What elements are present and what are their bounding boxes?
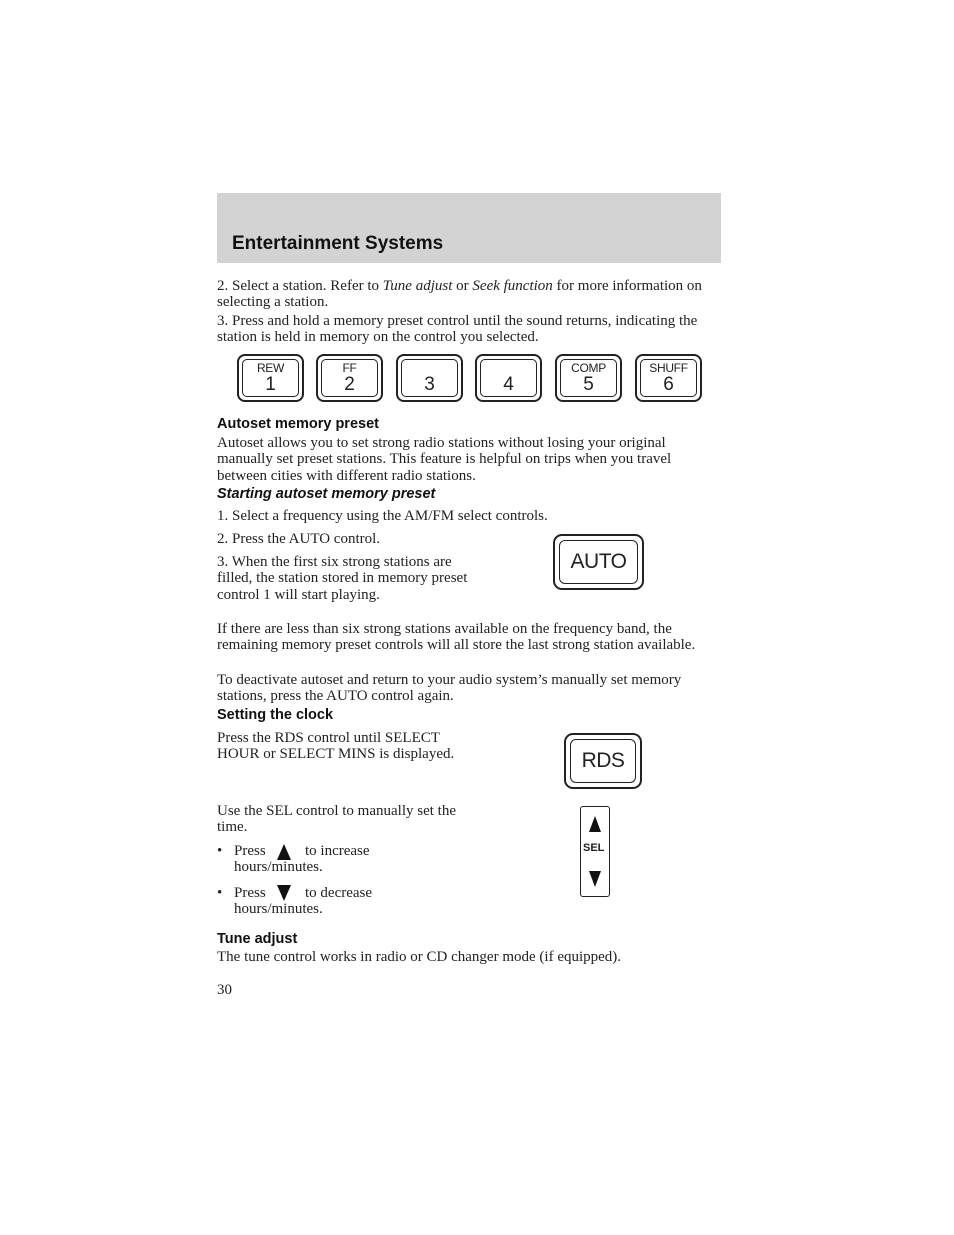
clock-heading: Setting the clock: [217, 707, 334, 723]
bullet-decrease-pre: Press: [234, 885, 266, 901]
clock-body-1: Press the RDS control until SELECT HOUR or SELECT MINS is displayed.: [217, 730, 455, 763]
preset-sub-label: COMP: [571, 361, 606, 375]
tune-adjust-reference: Tune adjust: [382, 278, 453, 294]
autoset-para-2: To deactivate autoset and return to your audio system’s manually set memory stations, press the AUTO control again.: [217, 672, 682, 705]
section-title: Entertainment Systems: [232, 233, 444, 254]
preset-button-4[interactable]: [475, 354, 542, 402]
sel-control[interactable]: [580, 806, 610, 897]
preset-number: 1: [265, 374, 276, 395]
preset-number: 4: [503, 374, 514, 395]
rds-button[interactable]: [564, 733, 642, 789]
preset-sub-label: SHUFF: [649, 361, 688, 375]
preset-button-6[interactable]: [635, 354, 702, 402]
auto-button-label: AUTO: [570, 550, 627, 573]
autoset-para-1: If there are less than six strong stations available on the frequency band, the remaining memory preset controls will all store the last strong station available.: [217, 621, 696, 654]
preset-number: 3: [424, 374, 435, 395]
preset-number: 6: [663, 374, 674, 395]
step-2-post: for more information on selecting a station.: [217, 278, 702, 311]
preset-sub-label: FF: [342, 361, 357, 375]
preset-button-2[interactable]: [316, 354, 383, 402]
autoset-step-1: 1. Select a frequency using the AM/FM select controls.: [217, 508, 548, 524]
autoset-step-2: 2. Press the AUTO control.: [217, 531, 381, 547]
page-number: 30: [217, 982, 232, 998]
preset-button-5[interactable]: [555, 354, 622, 402]
bullet-increase-post: to increase hours/minutes.: [234, 843, 370, 876]
sel-up-arrow-icon[interactable]: [589, 816, 601, 832]
step-2-text: [217, 278, 722, 311]
autoset-step-3: 3. When the first six strong stations are filled, the station stored in memory preset control 1 will start playing.: [217, 554, 468, 603]
autoset-subheading: Starting autoset memory preset: [217, 486, 436, 502]
rds-button-label: RDS: [581, 749, 625, 772]
clock-body-2: Use the SEL control to manually set the time.: [217, 803, 456, 836]
preset-number: 5: [583, 374, 594, 395]
step-3-text: 3. Press and hold a memory preset control until the sound returns, indicating the station is held in memory on the control you selected.: [217, 313, 698, 346]
preset-button-3[interactable]: [396, 354, 463, 402]
tune-heading: Tune adjust: [217, 931, 298, 947]
sel-label: SEL: [583, 842, 605, 854]
auto-button[interactable]: [553, 534, 644, 590]
preset-number: 2: [344, 374, 355, 395]
bullet-decrease-marker: •: [217, 885, 223, 901]
step-2-mid: or: [452, 278, 473, 294]
seek-function-reference: Seek function: [472, 278, 553, 294]
bullet-increase-marker: •: [217, 843, 223, 859]
preset-button-1[interactable]: [237, 354, 304, 402]
preset-sub-label: REW: [256, 361, 285, 375]
autoset-body: Autoset allows you to set strong radio stations without losing your original manually set preset stations. This feature is helpful on trips when you travel between cities with different radio stations.: [217, 435, 672, 484]
bullet-increase-pre: Press: [234, 843, 266, 859]
autoset-heading: Autoset memory preset: [217, 416, 379, 432]
step-2-pre: 2. Select a station. Refer to: [217, 278, 383, 294]
sel-down-arrow-icon[interactable]: [589, 871, 601, 887]
tune-body: The tune control works in radio or CD changer mode (if equipped).: [217, 949, 622, 965]
bullet-decrease-post: to decrease hours/minutes.: [234, 885, 373, 918]
